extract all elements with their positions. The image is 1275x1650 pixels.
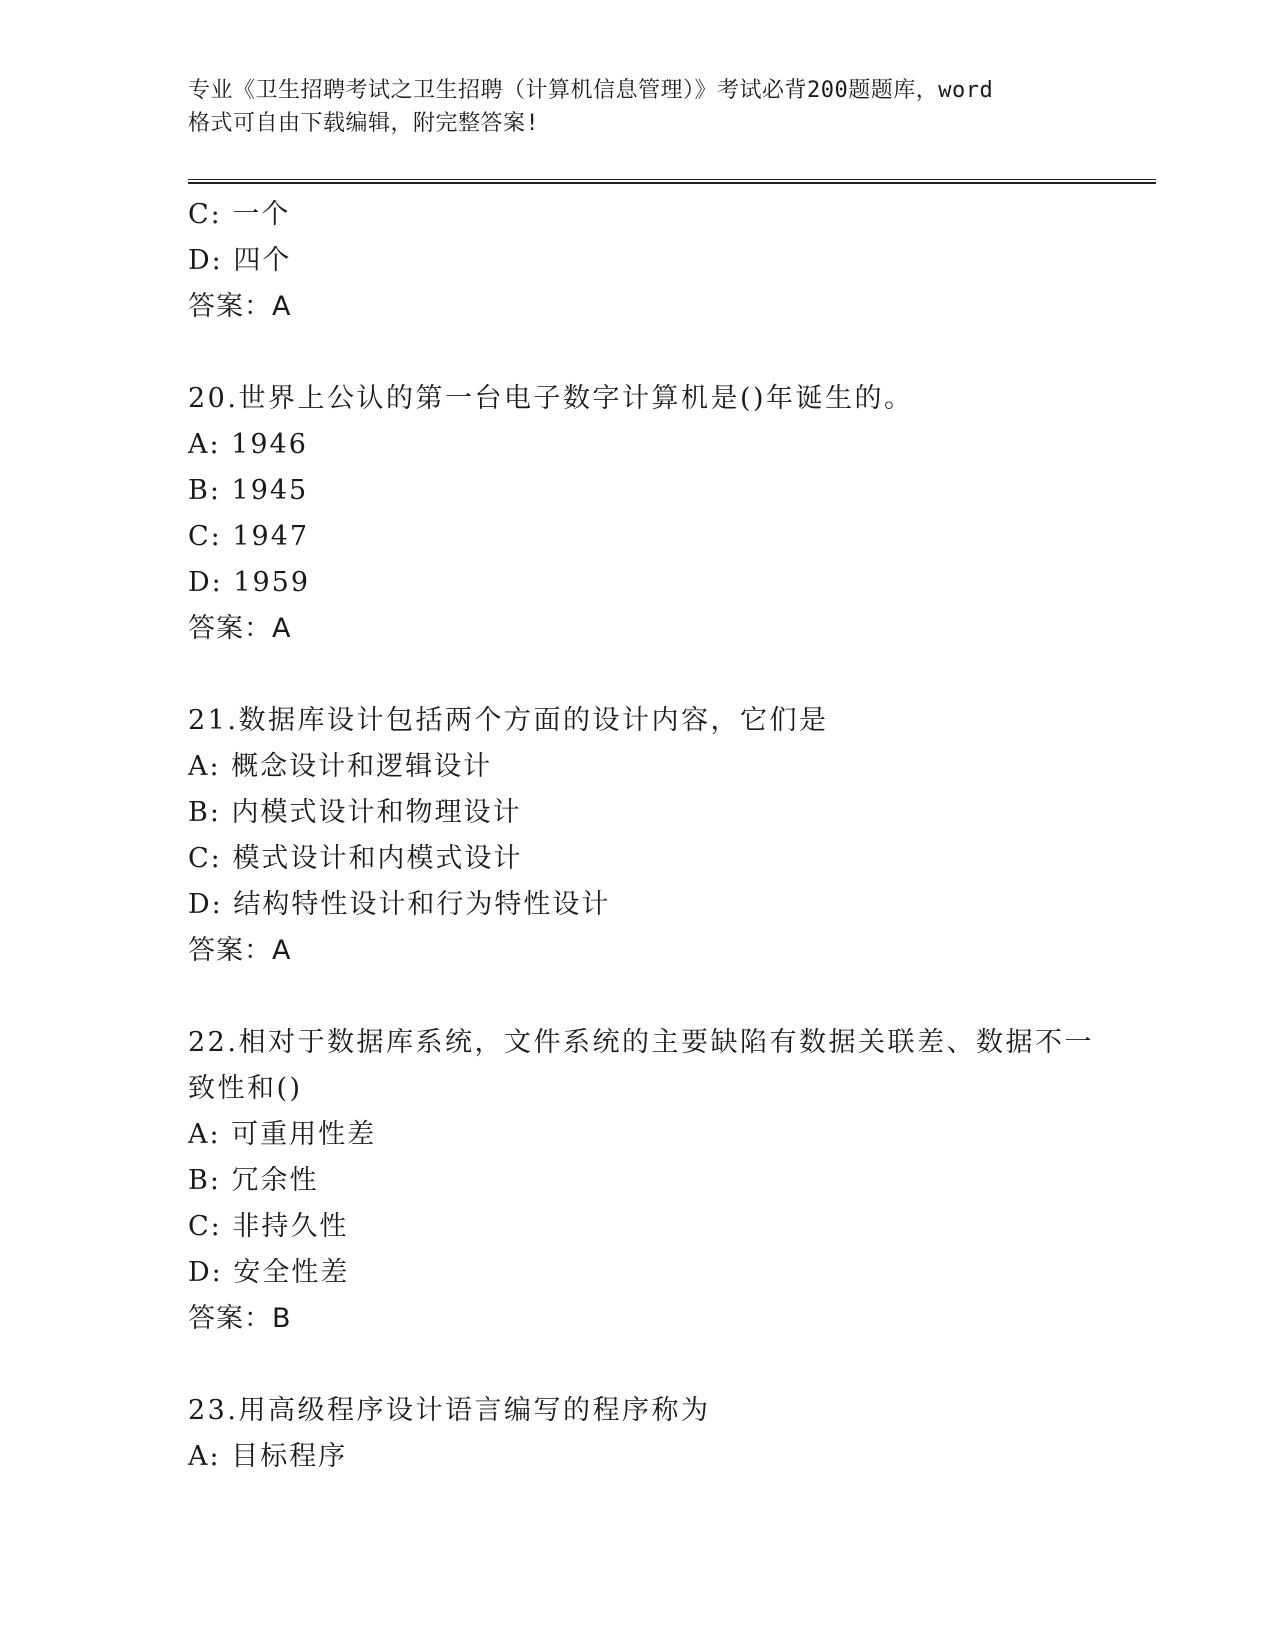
question-22 bbox=[188, 1020, 1128, 1342]
option-b: B: 冗余性 bbox=[188, 1165, 319, 1196]
header-title-line-2: 格式可自由下载编辑，附完整答案! bbox=[188, 111, 540, 136]
option-c: C: 一个 bbox=[188, 199, 291, 230]
option-c: C: 模式设计和内模式设计 bbox=[188, 843, 523, 874]
answer-label: 答案：A bbox=[188, 291, 292, 322]
option-c: C: 非持久性 bbox=[188, 1211, 349, 1242]
option-a: A: 目标程序 bbox=[188, 1441, 348, 1472]
question-text: 21.数据库设计包括两个方面的设计内容，它们是 bbox=[188, 705, 829, 736]
option-b: B: 1945 bbox=[188, 475, 309, 506]
question-20 bbox=[188, 376, 1128, 652]
answer-label: 答案：A bbox=[188, 935, 292, 966]
option-a: A: 概念设计和逻辑设计 bbox=[188, 751, 493, 782]
question-23 bbox=[188, 1388, 1128, 1480]
question-text: 20.世界上公认的第一台电子数字计算机是()年诞生的。 bbox=[188, 383, 914, 414]
answer-label: 答案：A bbox=[188, 613, 292, 644]
option-d: D: 结构特性设计和行为特性设计 bbox=[188, 889, 611, 920]
document-header bbox=[188, 74, 1088, 140]
option-d: D: 安全性差 bbox=[188, 1257, 350, 1288]
header-divider-thick bbox=[188, 182, 1156, 184]
spacer bbox=[188, 330, 1128, 376]
spacer bbox=[188, 974, 1128, 1020]
option-a: A: 1946 bbox=[188, 429, 308, 460]
question-text-line-2: 致性和() bbox=[188, 1073, 303, 1104]
option-c: C: 1947 bbox=[188, 521, 310, 552]
answer-label: 答案：B bbox=[188, 1303, 292, 1334]
spacer bbox=[188, 1342, 1128, 1388]
spacer bbox=[188, 652, 1128, 698]
option-d: D: 1959 bbox=[188, 567, 311, 598]
question-list bbox=[188, 192, 1128, 1480]
header-title-line-1: 专业《卫生招聘考试之卫生招聘（计算机信息管理）》考试必背200题题库，word bbox=[188, 78, 994, 103]
question-text: 23.用高级程序设计语言编写的程序称为 bbox=[188, 1395, 711, 1426]
question-21 bbox=[188, 698, 1128, 974]
option-d: D: 四个 bbox=[188, 245, 292, 276]
header-divider-thin bbox=[188, 179, 1156, 180]
question-text-line-1: 22.相对于数据库系统，文件系统的主要缺陷有数据关联差、数据不一 bbox=[188, 1027, 1094, 1058]
option-a: A: 可重用性差 bbox=[188, 1119, 377, 1150]
question-19-tail bbox=[188, 192, 1128, 330]
option-b: B: 内模式设计和物理设计 bbox=[188, 797, 522, 828]
